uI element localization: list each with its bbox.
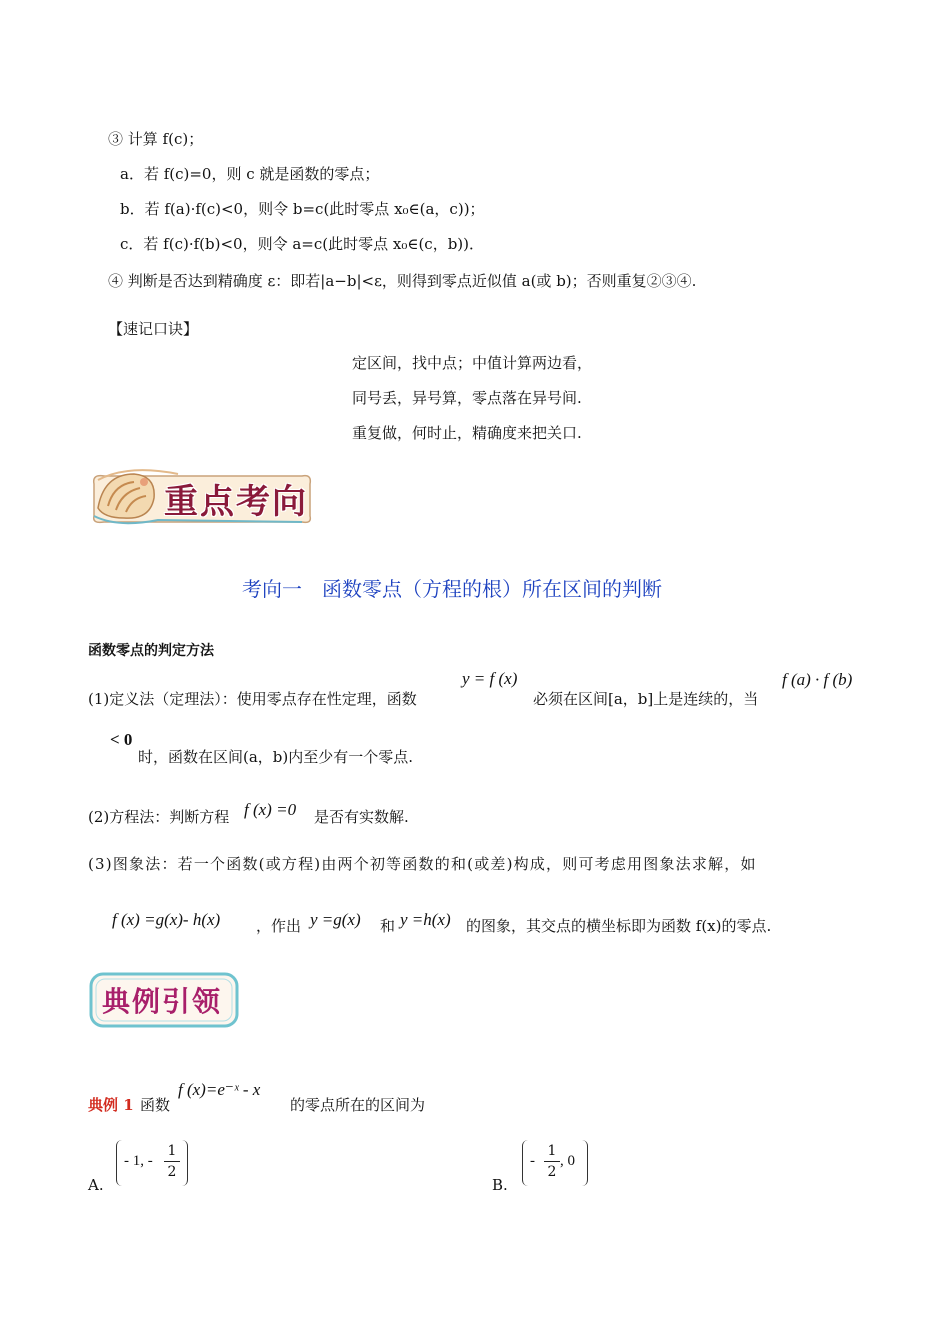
- example-end: 的零点所在的区间为: [290, 1096, 426, 1114]
- step-3c: c．若 f(c)·f(b)<0，则令 a=c(此时零点 x₀∈(c，b))．: [120, 235, 485, 253]
- banner-examples: [88, 970, 240, 1030]
- method-2-end: 是否有实数解.: [314, 808, 409, 826]
- option-a-int-part: - 1, -: [124, 1153, 153, 1169]
- option-b-label[interactable]: B.: [492, 1176, 508, 1194]
- option-a-interval[interactable]: [116, 1140, 188, 1188]
- formula-fx-gx-hx: f (x) =g(x)- h(x): [112, 910, 221, 929]
- formula-y-eq-fx: y = f (x): [462, 669, 518, 688]
- section-title: 考向一 函数零点（方程的根）所在区间的判断: [242, 577, 662, 601]
- section-subtitle: 函数零点的判定方法: [88, 643, 214, 659]
- mnemonic-line: 同号丢，异号算，零点落在异号间.: [352, 389, 582, 407]
- mnemonic-line: 重复做，何时止，精确度来把关口.: [352, 424, 582, 442]
- method-2-text: (2)方程法：判断方程: [88, 808, 230, 826]
- shell-icon: [94, 468, 160, 524]
- method-1-text: (1)定义法（定理法）：使用零点存在性定理，函数: [88, 690, 417, 708]
- formula-fa-fb: f (a) · f (b): [782, 670, 853, 689]
- mnemonic-title: 【速记口诀】: [108, 320, 199, 338]
- option-b-tail: , 0: [560, 1153, 575, 1169]
- method-3-end: 的图象，其交点的横坐标即为函数 f(x)的零点.: [466, 917, 772, 935]
- option-a-label[interactable]: A.: [88, 1176, 104, 1194]
- fraction-half: [164, 1142, 180, 1182]
- banner-title: 典例引领: [102, 985, 223, 1018]
- method-3-text: (3)图象法：若一个函数(或方程)由两个初等函数的和(或差)构成，则可考虑用图象法求解，如: [88, 855, 757, 873]
- step-3b: b．若 f(a)·f(c)<0，则令 b=c(此时零点 x₀∈(a，c))；: [120, 200, 485, 218]
- step-4: ④ 判断是否达到精确度 ε：即若|a−b|<ε，则得到零点近似值 a(或 b)；否则重复②③④.: [108, 272, 697, 290]
- method-1-mid: 必须在区间[a，b]上是连续的，当: [533, 690, 759, 708]
- fraction-denominator: 2: [167, 1164, 177, 1180]
- mnemonic-line: 定区间，找中点；中值计算两边看，: [352, 354, 593, 372]
- option-b-sign: -: [530, 1153, 535, 1169]
- fraction-denominator: 2: [547, 1164, 557, 1180]
- formula-lt-zero: < 0: [110, 730, 133, 749]
- step-3a: a．若 f(c)=0，则 c 就是函数的零点；: [120, 165, 380, 183]
- fraction-half: [544, 1142, 560, 1182]
- formula-fx-eq-0: f (x) =0: [244, 800, 297, 819]
- fraction-numerator: 1: [164, 1142, 180, 1162]
- banner-title: 重点考向: [164, 482, 308, 522]
- step-3: ③ 计算 f(c)；: [108, 130, 204, 148]
- example-text: 函数: [140, 1096, 171, 1114]
- formula-y-eq-gx: y =g(x): [310, 910, 361, 929]
- method-3-mid: ，作出: [256, 917, 302, 935]
- example-formula: f (x)=e⁻ˣ - x: [178, 1080, 261, 1099]
- example-label: 典例 1: [88, 1096, 134, 1114]
- method-3-and: 和: [380, 917, 396, 935]
- option-b-interval[interactable]: [522, 1140, 588, 1188]
- banner-key-directions: [88, 466, 316, 528]
- method-1-end: 时，函数在区间(a，b)内至少有一个零点.: [138, 748, 414, 766]
- formula-y-eq-hx: y =h(x): [400, 910, 451, 929]
- fraction-numerator: 1: [544, 1142, 560, 1162]
